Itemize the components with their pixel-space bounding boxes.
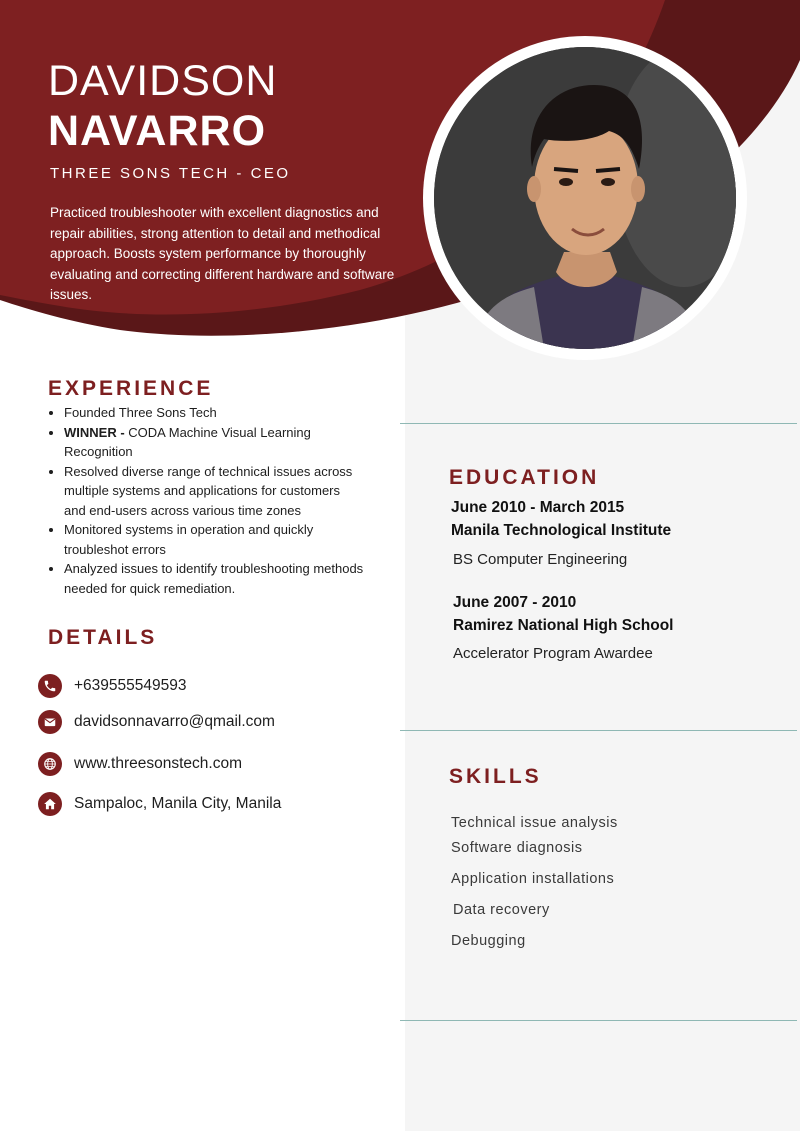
last-name: NAVARRO <box>48 107 267 155</box>
address: Sampaloc, Manila City, Manila <box>74 795 282 812</box>
contact-phone <box>38 674 187 698</box>
mail-icon <box>38 710 62 734</box>
skill-item: Software diagnosis <box>451 840 583 856</box>
education-degree: BS Computer Engineering <box>453 551 628 568</box>
job-title: THREE SONS TECH - CEO <box>50 165 291 182</box>
education-heading: EDUCATION <box>449 466 600 489</box>
education-degree: Accelerator Program Awardee <box>453 645 653 662</box>
contact-email <box>38 710 275 734</box>
divider <box>400 1020 797 1021</box>
experience-heading: EXPERIENCE <box>48 377 214 400</box>
email-address[interactable]: davidsonnavarro@qmail.com <box>74 713 275 730</box>
profile-summary: Practiced troubleshooter with excellent diagnostics and repair abilities, strong attention to detail and methodical approach. Boosts system performance by thoroughly evaluating and correcting different hardware and software issues. <box>50 205 395 302</box>
skills-heading: SKILLS <box>449 765 542 788</box>
education-period: June 2010 - March 2015 <box>451 499 625 516</box>
details-heading: DETAILS <box>48 626 158 649</box>
globe-icon <box>38 752 62 776</box>
contact-address <box>38 792 281 816</box>
list-item: • Founded Three Sons Tech <box>64 403 364 423</box>
skill-item: Debugging <box>451 933 526 949</box>
home-icon <box>38 792 62 816</box>
phone-icon <box>38 674 62 698</box>
list-item: • Analyzed issues to identify troubleshooting methods needed for quick remediation. <box>64 559 364 598</box>
list-item: • Monitored systems in operation and quickly troubleshot errors <box>64 520 364 559</box>
divider <box>400 730 797 731</box>
website-link[interactable]: www.threesonstech.com <box>74 755 242 772</box>
contact-website <box>38 752 242 776</box>
divider <box>400 423 797 424</box>
profile-photo-frame <box>423 36 747 360</box>
list-item: • WINNER - CODA Machine Visual Learning Recognition <box>64 423 364 462</box>
phone-number: +639555549593 <box>74 677 187 694</box>
skill-item: Application installations <box>451 871 615 887</box>
profile-photo <box>434 47 736 349</box>
list-item: • Resolved diverse range of technical issues across multiple systems and applications for customers and end-users across various time zones <box>64 462 364 521</box>
education-school: Ramirez National High School <box>453 617 674 634</box>
first-name: DAVIDSON <box>48 57 278 105</box>
education-period: June 2007 - 2010 <box>453 594 577 611</box>
education-school: Manila Technological Institute <box>451 522 672 539</box>
skill-item: Technical issue analysis <box>451 815 618 831</box>
skill-item: Data recovery <box>453 902 550 918</box>
experience-list <box>46 403 364 598</box>
